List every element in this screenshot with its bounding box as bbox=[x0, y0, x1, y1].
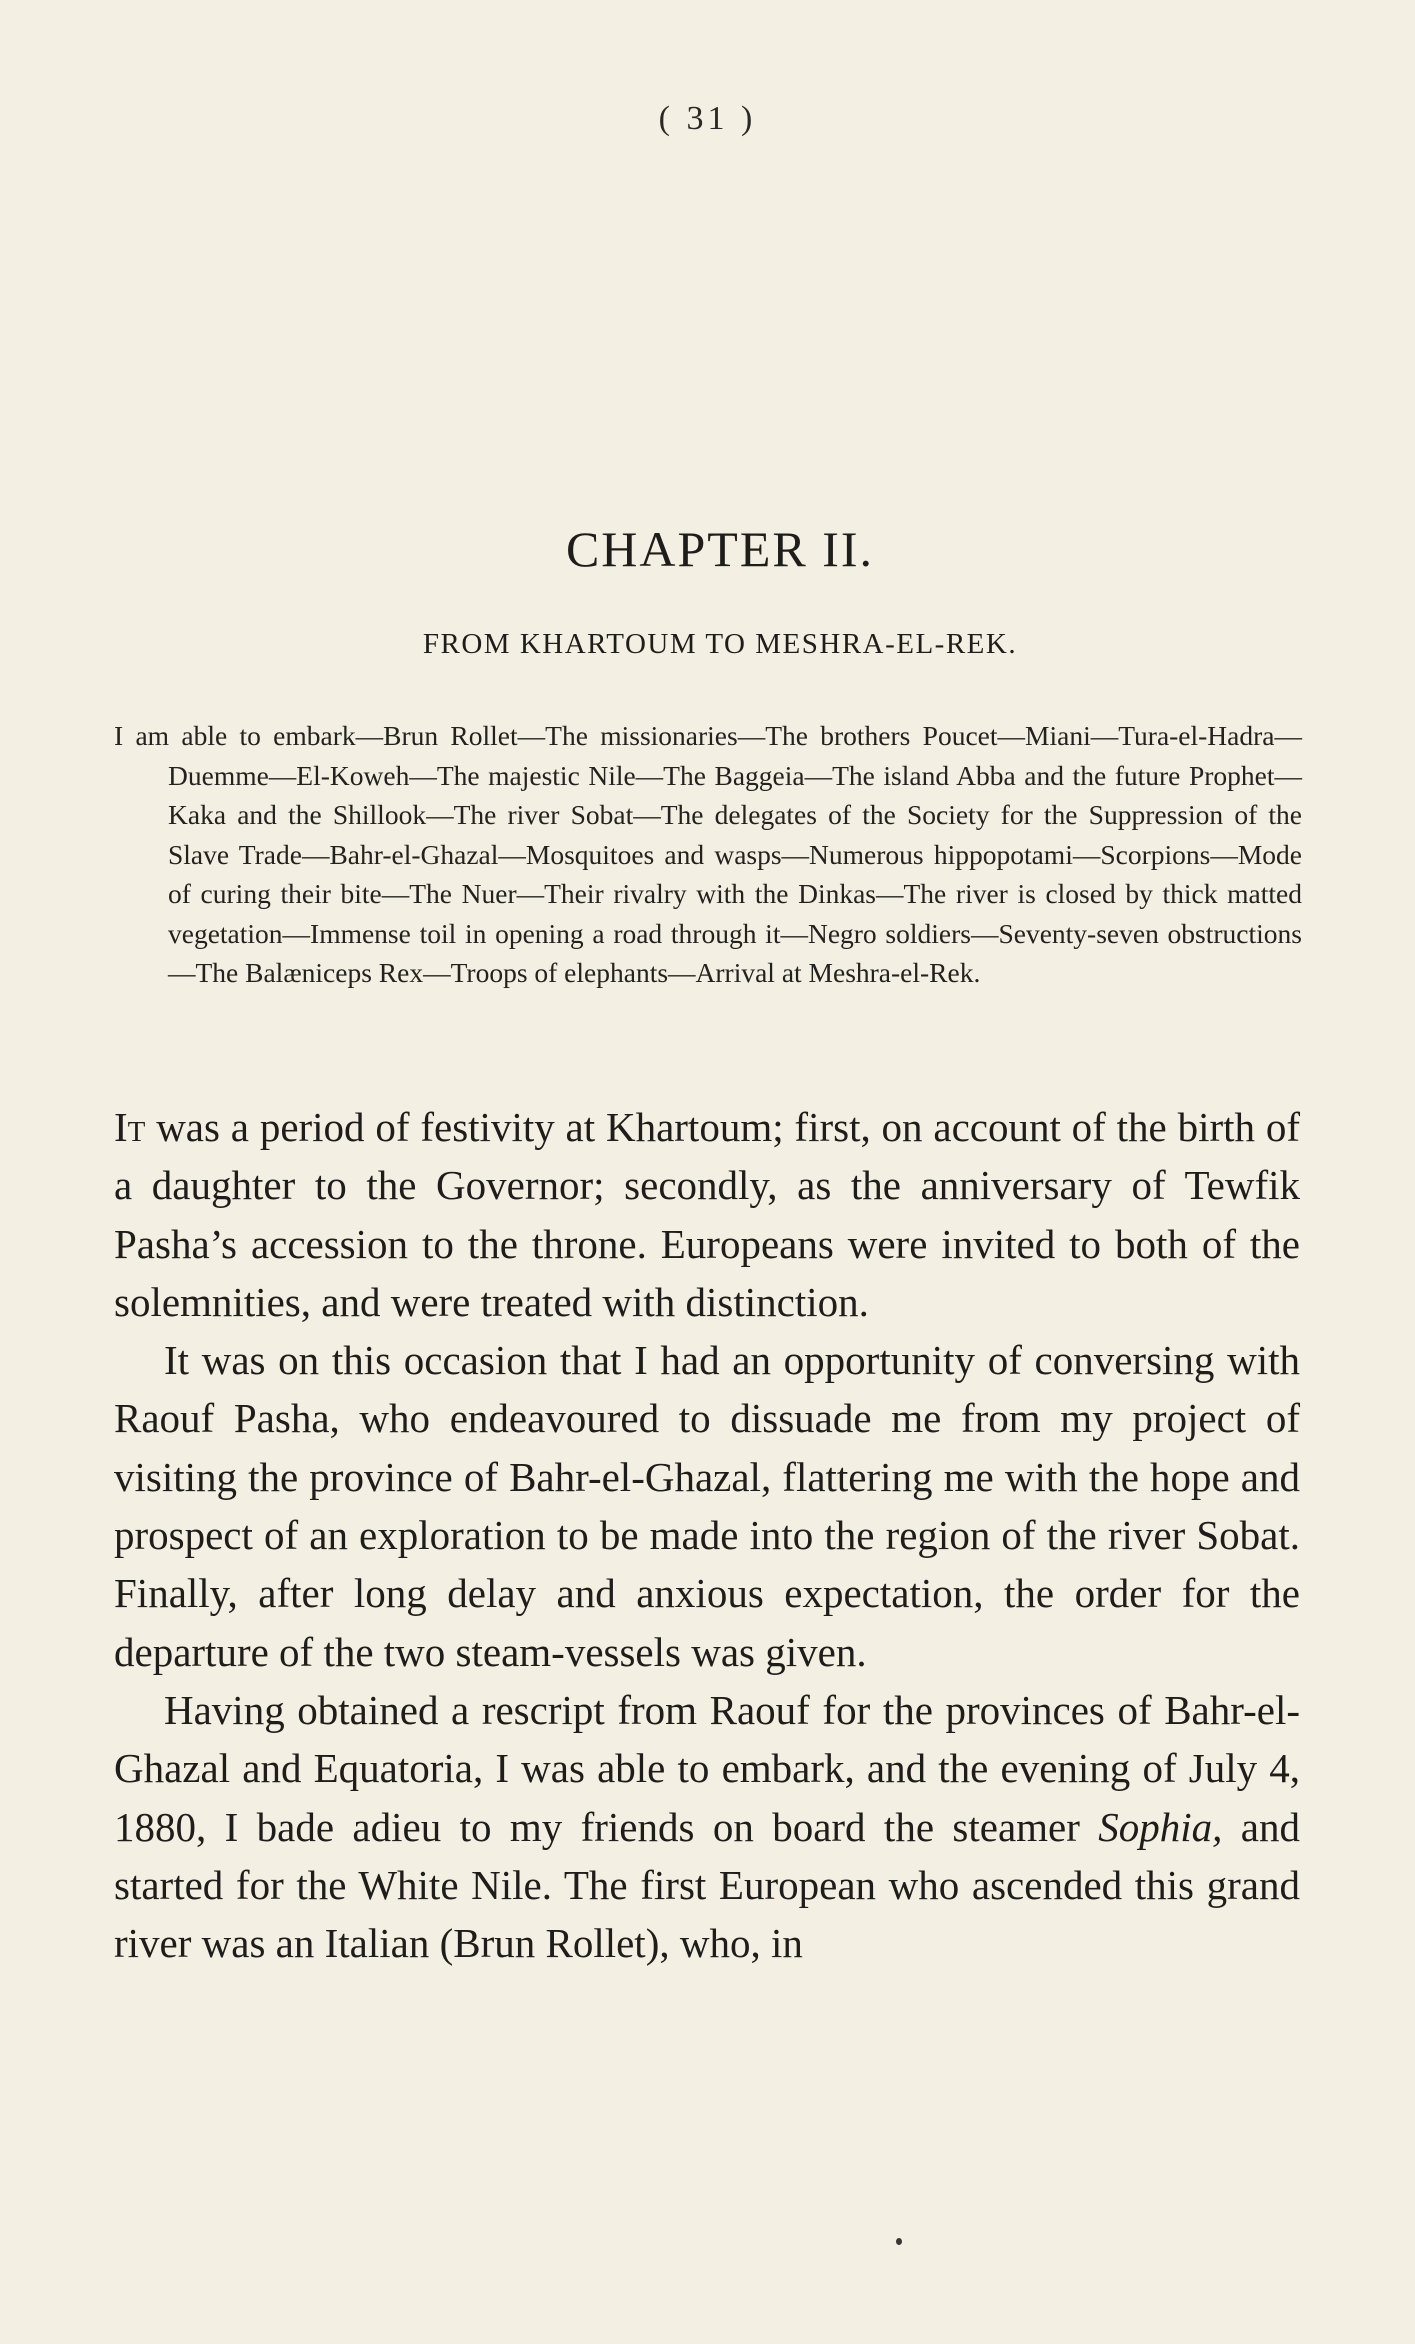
paragraph-3-text-end: and started for the White Nile. The first European who ascended this grand river was an Italian (Brun Rollet), who, in bbox=[114, 1803, 1300, 1967]
paragraph-1 bbox=[114, 1098, 1300, 1331]
paragraph-1-lead: It bbox=[114, 1104, 146, 1150]
page-number: ( 31 ) bbox=[658, 100, 757, 137]
ink-mark bbox=[896, 2238, 902, 2245]
body-text bbox=[114, 1098, 1300, 1972]
paragraph-2: It was on this occasion that I had an opportunity of conversing with Raouf Pasha, who endeavoured to dissuade me from my project of visiting the province of Bahr-el-Ghazal, flattering me with the hope and prospect of an exploration to be made into the region of the river Sobat. Finally, after long delay and anxious expectation, the order for the departure of the two steam-vessels was given. bbox=[114, 1337, 1300, 1675]
chapter-synopsis: I am able to embark—Brun Rollet—The missionaries—The brothers Poucet—Miani—Tura-el-Hadra—Duemme—El-Koweh—The majestic Nile—The Baggeia—The island Abba and the future Prophet—Kaka and the Shillook—The river Sobat—The delegates of the Society for the Suppression of the Slave Trade—Bahr-el-Ghazal—Mosquitoes and wasps—Numerous hippopotami—Scorpions—Mode of curing their bite—The Nuer—Their rivalry with the Dinkas—The river is closed by thick matted vegetation—Immense toil in opening a road through it—Negro soldiers—Seventy-seven obstructions—The Balæniceps Rex—Troops of elephants—Arrival at Meshra-el-Rek. bbox=[114, 720, 1302, 988]
ship-name: Sophia, bbox=[1098, 1803, 1223, 1850]
chapter-subtitle: FROM KHARTOUM TO MESHRA-EL-REK. bbox=[422, 628, 1018, 660]
paragraph-1-text: was a period of festivity at Khartoum; first, on account of the birth of a daughter to the Governor; secondly, as the anniversary of Tewfik Pasha’s accession to the throne. Europeans were invited to both of the solemnities, and were treated with distinction. bbox=[114, 1104, 1300, 1325]
paragraph-3 bbox=[114, 1681, 1300, 1972]
chapter-title: CHAPTER II. bbox=[565, 521, 875, 577]
paragraph-3-text-start: Having obtained a rescript from Raouf for the provinces of Bahr-el-Ghazal and Equatoria, I was able to embark, and the evening of July 4, 1880, I bade adieu to my friends on board the steamer bbox=[114, 1686, 1300, 1850]
